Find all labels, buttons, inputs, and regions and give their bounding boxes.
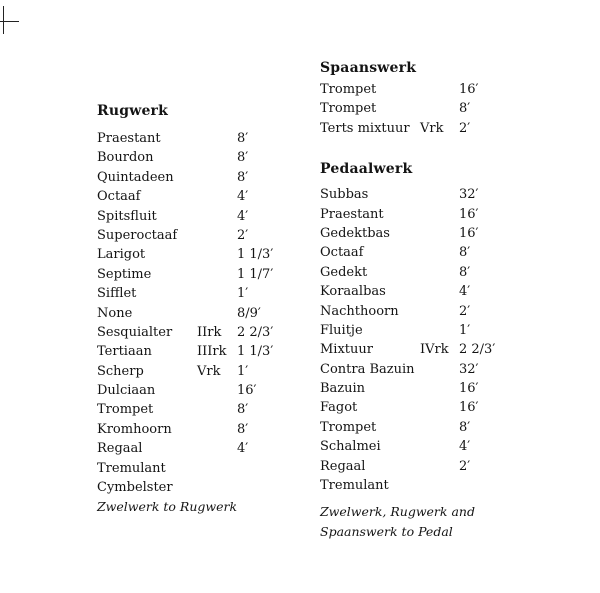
pedaalwerk-heading: Pedaalwerk [320, 161, 413, 178]
stop-name: Trompet [320, 82, 377, 97]
stop-name: Nachthoorn [320, 303, 399, 319]
stop-row [320, 340, 570, 359]
rugwerk-section [97, 101, 307, 517]
stop-row [320, 398, 570, 417]
stop-name: Fluitje [320, 322, 363, 338]
stop-pitch: 8′ [459, 101, 471, 117]
stop-row [97, 400, 307, 419]
stop-row [97, 362, 307, 381]
stop-name: Octaaf [97, 189, 141, 205]
spaanswerk-section [320, 58, 570, 138]
stop-pitch: 4′ [237, 189, 249, 205]
stop-name: Schalmei [320, 439, 381, 455]
stop-name: Trompet [320, 101, 377, 117]
stop-pitch: 16′ [459, 400, 479, 416]
stop-name: Contra Bazuin [320, 361, 415, 377]
stop-ranks: IVrk [420, 342, 449, 358]
stop-name: Koraalbas [320, 284, 386, 300]
stop-row [97, 459, 307, 478]
stop-name: Tremulant [320, 478, 389, 494]
stop-pitch: 2′ [459, 120, 471, 136]
stop-name: Superoctaaf [97, 227, 178, 243]
stop-pitch: 1′ [459, 322, 471, 338]
stop-pitch: 8′ [459, 245, 471, 261]
stop-row [320, 80, 570, 99]
stop-pitch: 8′ [237, 421, 249, 437]
stop-name: Bourdon [97, 150, 154, 166]
stop-pitch: 2 2/3′ [237, 324, 274, 340]
stop-row [320, 243, 570, 262]
stop-pitch: 2′ [459, 458, 471, 474]
stop-name: Octaaf [320, 245, 364, 261]
stop-pitch: 1 1/3′ [237, 344, 274, 360]
stop-name: Fagot [320, 400, 358, 416]
stop-pitch: 8′ [459, 419, 471, 435]
stop-row [320, 99, 570, 118]
stop-ranks: IIrk [197, 324, 222, 340]
rugwerk-heading: Rugwerk [97, 103, 169, 119]
stop-pitch: 8′ [237, 169, 249, 185]
pedaalwerk-coupler-line-2: Spaanswerk to Pedal [320, 524, 453, 540]
stop-row [320, 224, 570, 243]
rugwerk-stop-list [97, 129, 307, 497]
stop-name: Cymbelster [97, 480, 173, 496]
stop-pitch: 2′ [459, 303, 471, 319]
stop-row [97, 148, 307, 167]
stop-name: Dulciaan [97, 383, 156, 399]
stop-row [97, 381, 307, 400]
stop-pitch: 1 1/3′ [237, 247, 274, 263]
stop-name: Trompet [320, 419, 377, 435]
pedaalwerk-stop-list [320, 185, 570, 495]
stop-row [97, 265, 307, 284]
stop-pitch: 2 2/3′ [459, 342, 496, 358]
stop-row [97, 187, 307, 206]
stop-name: Terts mixtuur [320, 120, 410, 136]
stop-row [97, 304, 307, 323]
stop-pitch: 8/9′ [237, 305, 261, 321]
stop-row [97, 478, 307, 497]
stop-pitch: 16′ [459, 206, 479, 222]
stop-row [97, 129, 307, 148]
stop-row [97, 342, 307, 361]
rugwerk-coupler-note: Zwelwerk to Rugwerk [97, 499, 238, 515]
stop-row [320, 185, 570, 204]
stop-name: Tertiaan [97, 344, 152, 360]
stop-row [320, 263, 570, 282]
stop-row [320, 360, 570, 379]
stop-pitch: 8′ [237, 150, 249, 166]
stop-pitch: 4′ [459, 284, 471, 300]
stop-row [97, 439, 307, 458]
stop-name: Kromhoorn [97, 421, 172, 437]
stop-name: Scherp [97, 363, 144, 379]
stop-name: Quintadeen [97, 169, 174, 185]
stop-pitch: 8′ [237, 402, 249, 418]
spaanswerk-stop-list [320, 80, 570, 138]
stop-name: Sifflet [97, 286, 137, 302]
stop-pitch: 4′ [237, 208, 249, 224]
stop-name: Regaal [320, 458, 366, 474]
stop-pitch: 1′ [237, 363, 249, 379]
stop-name: None [97, 305, 133, 321]
stop-ranks: IIIrk [197, 344, 227, 360]
stop-row [97, 226, 307, 245]
stop-name: Praestant [97, 131, 161, 146]
stop-name: Praestant [320, 206, 384, 222]
stop-ranks: Vrk [420, 120, 444, 136]
stop-name: Larigot [97, 247, 146, 263]
stop-pitch: 16′ [459, 82, 479, 97]
stop-pitch: 16′ [459, 381, 479, 397]
stop-row [320, 205, 570, 224]
stop-row [97, 207, 307, 226]
stop-pitch: 1′ [237, 286, 249, 302]
stop-name: Subbas [320, 187, 369, 203]
stop-row [320, 119, 570, 138]
stop-row [97, 420, 307, 439]
stop-name: Gedekt [320, 264, 368, 280]
stop-name: Regaal [97, 441, 143, 457]
right-column [320, 58, 570, 542]
stop-pitch: 1 1/7′ [237, 266, 274, 282]
stop-name: Gedektbas [320, 225, 390, 241]
stop-name: Sesquialter [97, 324, 173, 340]
stop-pitch: 32′ [459, 187, 479, 203]
stop-row [97, 323, 307, 342]
stop-pitch: 32′ [459, 361, 479, 377]
stop-pitch: 16′ [237, 383, 257, 399]
stop-row [320, 437, 570, 456]
stop-pitch: 16′ [459, 225, 479, 241]
stop-pitch: 4′ [237, 441, 249, 457]
stop-pitch: 4′ [459, 439, 471, 455]
spaanswerk-heading: Spaanswerk [320, 60, 417, 76]
stop-row [97, 245, 307, 264]
crop-mark-vertical [3, 6, 4, 34]
stop-name: Trompet [97, 402, 154, 418]
stop-row [320, 321, 570, 340]
stop-row [320, 476, 570, 495]
stop-row [320, 282, 570, 301]
stop-pitch: 8′ [237, 131, 249, 146]
pedaalwerk-section [320, 159, 570, 542]
crop-mark [0, 0, 20, 40]
stop-name: Septime [97, 266, 152, 282]
stop-row [320, 457, 570, 476]
stop-ranks: Vrk [197, 363, 221, 379]
stop-row [97, 284, 307, 303]
stop-name: Mixtuur [320, 342, 373, 358]
stop-pitch: 2′ [237, 227, 249, 243]
stop-row [320, 379, 570, 398]
pedaalwerk-coupler-line-1: Zwelwerk, Rugwerk and [320, 504, 475, 520]
stop-row [97, 168, 307, 187]
stop-name: Bazuin [320, 381, 366, 397]
stop-name: Spitsfluit [97, 208, 157, 224]
stop-pitch: 8′ [459, 264, 471, 280]
stop-row [320, 418, 570, 437]
stop-row [320, 302, 570, 321]
stop-name: Tremulant [97, 460, 166, 476]
